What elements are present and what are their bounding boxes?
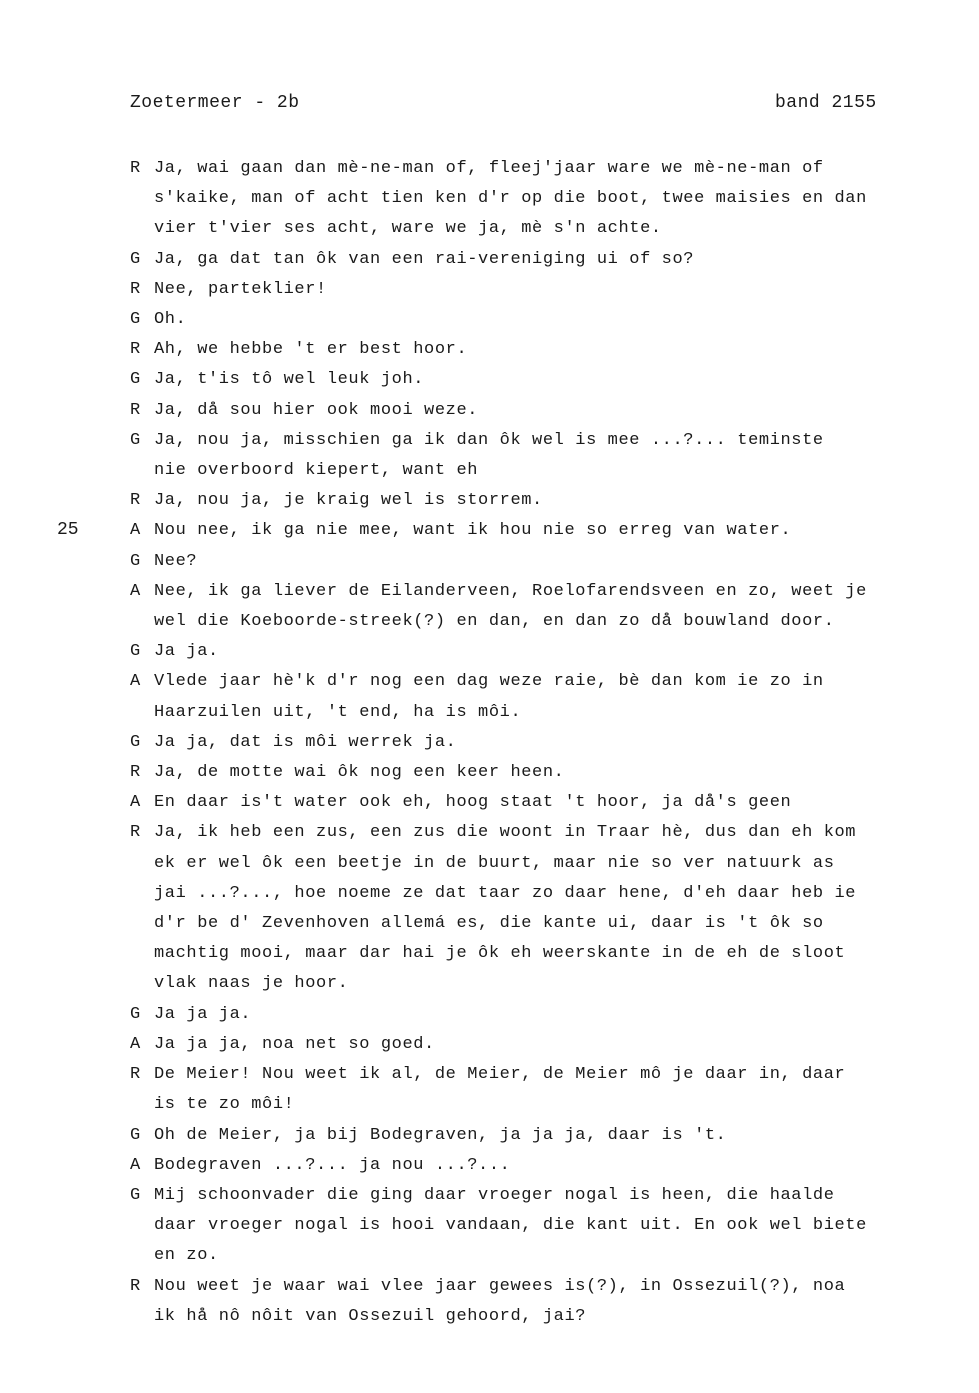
speaker-label: A: [130, 1155, 141, 1175]
utterance-text: [154, 1151, 975, 1181]
utterance-text: [154, 577, 975, 637]
utterance-line: s'kaike, man of acht tien ken d'r op die boot, twee maisies en dan: [154, 189, 867, 209]
utterance-line: wel die Koeboorde-streek(?) en dan, en dan zo då bouwland door.: [154, 612, 835, 632]
transcript-turn: [130, 426, 975, 486]
transcript-turn: [130, 547, 975, 577]
transcript-turn: [130, 396, 975, 426]
transcript-turn: [130, 1030, 975, 1060]
utterance-line: Ah, we hebbe 't er best hoor.: [154, 340, 468, 360]
transcript-turn: [130, 1060, 975, 1120]
utterance-line: daar vroeger nogal is hooi vandaan, die kant uit. En ook wel biete: [154, 1216, 867, 1236]
utterance-line: Ja, ik heb een zus, een zus die woont in Traar hè, dus dan eh kom: [154, 823, 857, 843]
utterance-text: [154, 1181, 975, 1272]
speaker-label: R: [130, 1276, 141, 1296]
utterance-line: Ja, nou ja, je kraig wel is storrem.: [154, 491, 543, 511]
speaker-label: A: [130, 1034, 141, 1054]
transcript-turn: [130, 1121, 975, 1151]
speaker-label: R: [130, 823, 141, 843]
speaker-label: A: [130, 581, 141, 601]
transcript-turn: [130, 275, 975, 305]
utterance-text: [154, 245, 975, 275]
utterance-line: Nou weet je waar wai vlee jaar gewees is(?), in Ossezuil(?), noa: [154, 1276, 846, 1296]
utterance-line: Oh de Meier, ja bij Bodegraven, ja ja ja, daar is 't.: [154, 1125, 727, 1145]
utterance-line: vlak naas je hoor.: [154, 974, 349, 994]
utterance-text: [154, 305, 975, 335]
speaker-label: R: [130, 763, 141, 783]
utterance-line: Haarzuilen uit, 't end, ha is môi.: [154, 702, 522, 722]
transcript-turn: [130, 758, 975, 788]
utterance-line: Bodegraven ...?... ja nou ...?...: [154, 1155, 511, 1175]
utterance-line: en zo.: [154, 1246, 219, 1266]
utterance-text: [154, 396, 975, 426]
utterance-text: [154, 486, 975, 516]
transcript-turn: [130, 1000, 975, 1030]
utterance-line: Ja, t'is tô wel leuk joh.: [154, 370, 425, 390]
transcript-turn: [130, 245, 975, 275]
transcript-turn: [130, 335, 975, 365]
utterance-text: [154, 1272, 975, 1332]
transcript: [130, 154, 975, 1332]
utterance-line: Nou nee, ik ga nie mee, want ik hou nie so erreg van water.: [154, 521, 792, 541]
utterance-line: Oh.: [154, 310, 187, 330]
transcript-turn: [130, 516, 975, 546]
transcript-turn: [130, 154, 975, 245]
transcript-turn: [130, 1272, 975, 1332]
utterance-line: Nee, ik ga liever de Eilanderveen, Roelofarendsveen en zo, weet je: [154, 581, 867, 601]
speaker-label: G: [130, 642, 141, 662]
utterance-line: vier t'vier ses acht, ware we ja, mè s'n achte.: [154, 219, 662, 239]
speaker-label: R: [130, 491, 141, 511]
speaker-label: G: [130, 1125, 141, 1145]
utterance-text: [154, 788, 975, 818]
speaker-label: G: [130, 732, 141, 752]
header-tape-number: band 2155: [775, 93, 877, 113]
transcript-turn: [130, 667, 975, 727]
speaker-label: G: [130, 310, 141, 330]
utterance-text: [154, 154, 975, 245]
transcript-turn: [130, 728, 975, 758]
transcript-turn: [130, 1151, 975, 1181]
speaker-label: R: [130, 400, 141, 420]
speaker-label: A: [130, 793, 141, 813]
utterance-line: Ja, wai gaan dan mè-ne-man of, fleej'jaar ware we mè-ne-man of: [154, 159, 824, 178]
utterance-line: Ja, de motte wai ôk nog een keer heen.: [154, 763, 565, 783]
utterance-text: [154, 1060, 975, 1120]
utterance-text: [154, 1000, 975, 1030]
transcript-turn: [130, 365, 975, 395]
utterance-line: Ja ja.: [154, 642, 219, 662]
speaker-label: A: [130, 521, 141, 541]
speaker-label: G: [130, 1004, 141, 1024]
utterance-line: Ja ja ja.: [154, 1004, 252, 1024]
speaker-label: G: [130, 249, 141, 269]
margin-line-number: 25: [57, 520, 79, 540]
utterance-text: [154, 637, 975, 667]
speaker-label: R: [130, 159, 141, 178]
utterance-line: jai ...?..., hoe noeme ze dat taar zo daar hene, d'eh daar heb ie: [154, 883, 857, 903]
utterance-line: Ja, ga dat tan ôk van een rai-vereniging ui of so?: [154, 249, 695, 269]
utterance-text: [154, 547, 975, 577]
utterance-text: [154, 758, 975, 788]
speaker-label: A: [130, 672, 141, 692]
utterance-line: Ja ja ja, noa net so goed.: [154, 1034, 435, 1054]
utterance-line: De Meier! Nou weet ik al, de Meier, de Meier mô je daar in, daar: [154, 1065, 846, 1085]
utterance-text: [154, 365, 975, 395]
utterance-text: [154, 335, 975, 365]
utterance-line: d'r be d' Zevenhoven allemá es, die kante ui, daar is 't ôk so: [154, 914, 824, 934]
transcript-turn: [130, 577, 975, 637]
header-location: Zoetermeer - 2b: [130, 93, 300, 113]
speaker-label: R: [130, 1065, 141, 1085]
utterance-line: Ja ja, dat is môi werrek ja.: [154, 732, 457, 752]
utterance-line: nie overboord kiepert, want eh: [154, 461, 479, 481]
utterance-text: [154, 516, 975, 546]
utterance-line: Nee, parteklier!: [154, 279, 327, 299]
transcript-turn: [130, 818, 975, 999]
utterance-text: [154, 1121, 975, 1151]
utterance-line: Ja, nou ja, misschien ga ik dan ôk wel is mee ...?... teminste: [154, 430, 824, 450]
utterance-text: [154, 818, 975, 999]
speaker-label: G: [130, 430, 141, 450]
utterance-line: is te zo môi!: [154, 1095, 295, 1115]
utterance-line: ek er wel ôk een beetje in de buurt, maar nie so ver natuurk as: [154, 853, 835, 873]
utterance-line: Nee?: [154, 551, 198, 571]
speaker-label: G: [130, 551, 141, 571]
utterance-text: [154, 728, 975, 758]
speaker-label: R: [130, 340, 141, 360]
speaker-label: G: [130, 1185, 141, 1205]
speaker-label: R: [130, 279, 141, 299]
utterance-text: [154, 1030, 975, 1060]
transcript-turn: [130, 1181, 975, 1272]
utterance-text: [154, 667, 975, 727]
transcript-turn: [130, 637, 975, 667]
transcript-turn: [130, 305, 975, 335]
utterance-line: machtig mooi, maar dar hai je ôk eh weerskante in de eh de sloot: [154, 944, 846, 964]
speaker-label: G: [130, 370, 141, 390]
transcript-turn: [130, 486, 975, 516]
utterance-line: ik hå nô nôit van Ossezuil gehoord, jai?: [154, 1306, 587, 1326]
utterance-text: [154, 275, 975, 305]
utterance-text: [154, 426, 975, 486]
utterance-line: Mij schoonvader die ging daar vroeger nogal is heen, die haalde: [154, 1185, 835, 1205]
utterance-line: En daar is't water ook eh, hoog staat 't hoor, ja då's geen: [154, 793, 792, 813]
transcript-turn: [130, 788, 975, 818]
utterance-line: Ja, då sou hier ook mooi weze.: [154, 400, 479, 420]
utterance-line: Vlede jaar hè'k d'r nog een dag weze raie, bè dan kom ie zo in: [154, 672, 824, 692]
